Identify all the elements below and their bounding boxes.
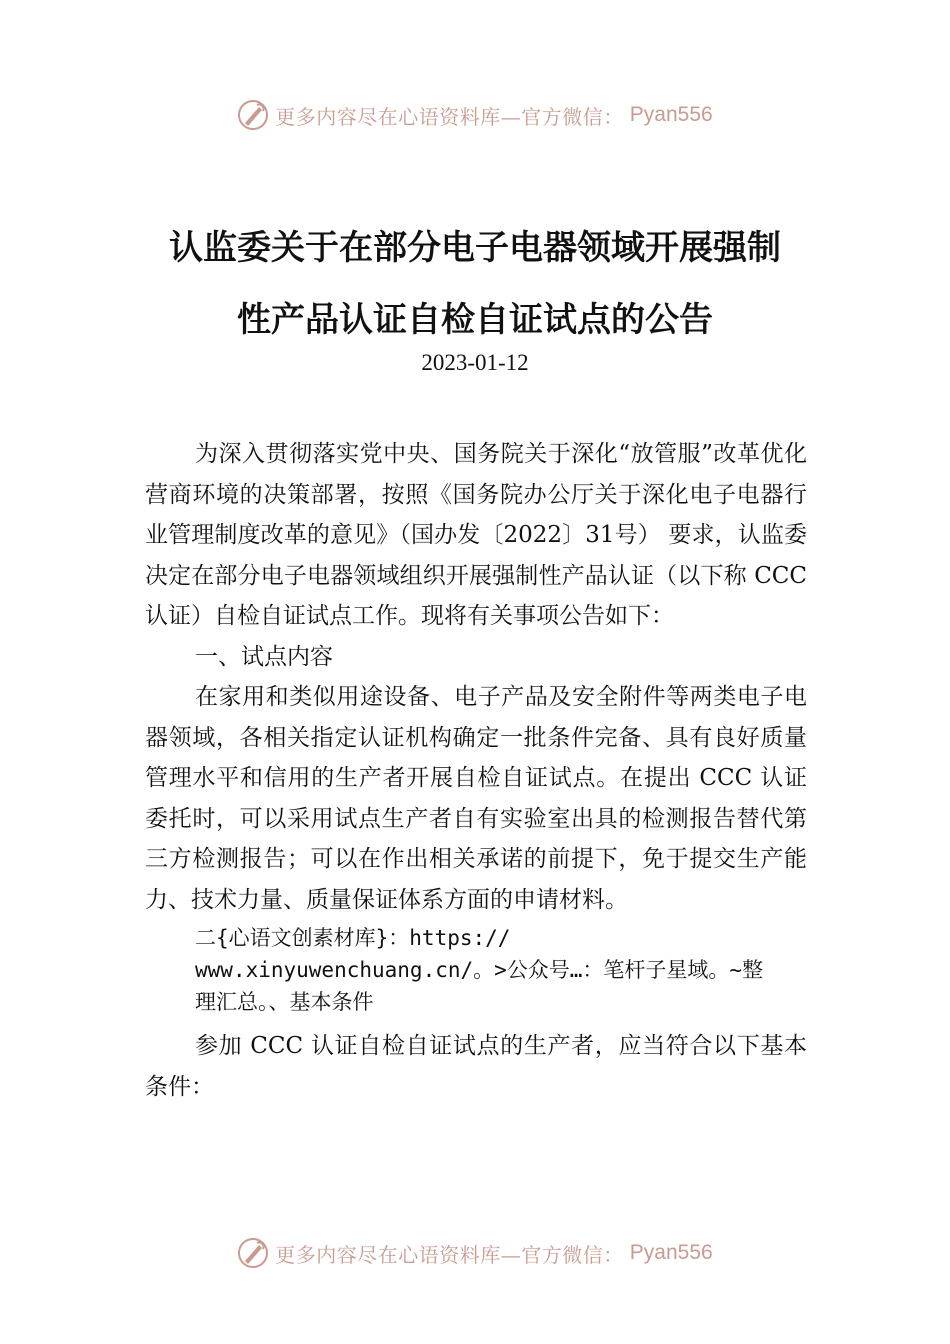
document-title-line-2: 性产品认证自检自证试点的公告 [237, 300, 713, 340]
footer-brand-text: 更多内容尽在心语资料库—官方微信： [275, 1242, 624, 1267]
document-date: 2023-01-12 [421, 350, 529, 375]
quill-pen-logo-icon [237, 99, 269, 131]
paragraph-pilot-content: 在家用和类似用途设备、电子产品及安全附件等两类电子电器领域，各相关指定认证机构确定一批条件完备、具有良好质量管理水平和信用的生产者开展自检自证试点。在提出 CCC 认证委托时，可以采用试点生产者自有实验室出具的检测报告替代第三方检测报告；可以在作出相关承诺的前提下，免于提交生产能力、技术力量、质量保证体系方面的申请材料。 [145, 684, 807, 913]
paragraph-basic-conditions: 参加 CCC 认证自检自证试点的生产者，应当符合以下基本条件： [145, 1033, 807, 1100]
document-body [145, 434, 807, 1107]
section-heading-pilot-content: 一、试点内容 [195, 643, 333, 670]
header-brand-text: 更多内容尽在心语资料库—官方微信： [275, 104, 624, 129]
footer-watermark [0, 1233, 950, 1273]
inserted-line-1: 二{心语文创素材库}：https:// [195, 926, 511, 950]
inserted-line-3: 理汇总。、基本条件 [195, 990, 374, 1014]
quill-pen-logo-icon [237, 1237, 269, 1269]
paragraph-intro: 为深入贯彻落实党中央、国务院关于深化“放管服”改革优化营商环境的决策部署，按照《国务院办公厅关于深化电子电器行业管理制度改革的意见》（国办发〔2022〕31号） 要求，认监委决定在部分电子电器领域组织开展强制性产品认证（以下称 CCC 认证）自检自证试点工作。现将有关事项公告如下： [145, 441, 807, 629]
inserted-line-2: www.xinyuwenchuang.cn/。>公众号…：笔杆子星域。~整 [195, 958, 764, 982]
inserted-watermark-text [145, 922, 895, 1018]
footer-wechat-id: Pyan556 [629, 1241, 713, 1264]
document-title-line-1: 认监委关于在部分电子电器领域开展强制 [169, 228, 781, 268]
header-watermark [0, 95, 950, 135]
header-wechat-id: Pyan556 [629, 103, 713, 126]
